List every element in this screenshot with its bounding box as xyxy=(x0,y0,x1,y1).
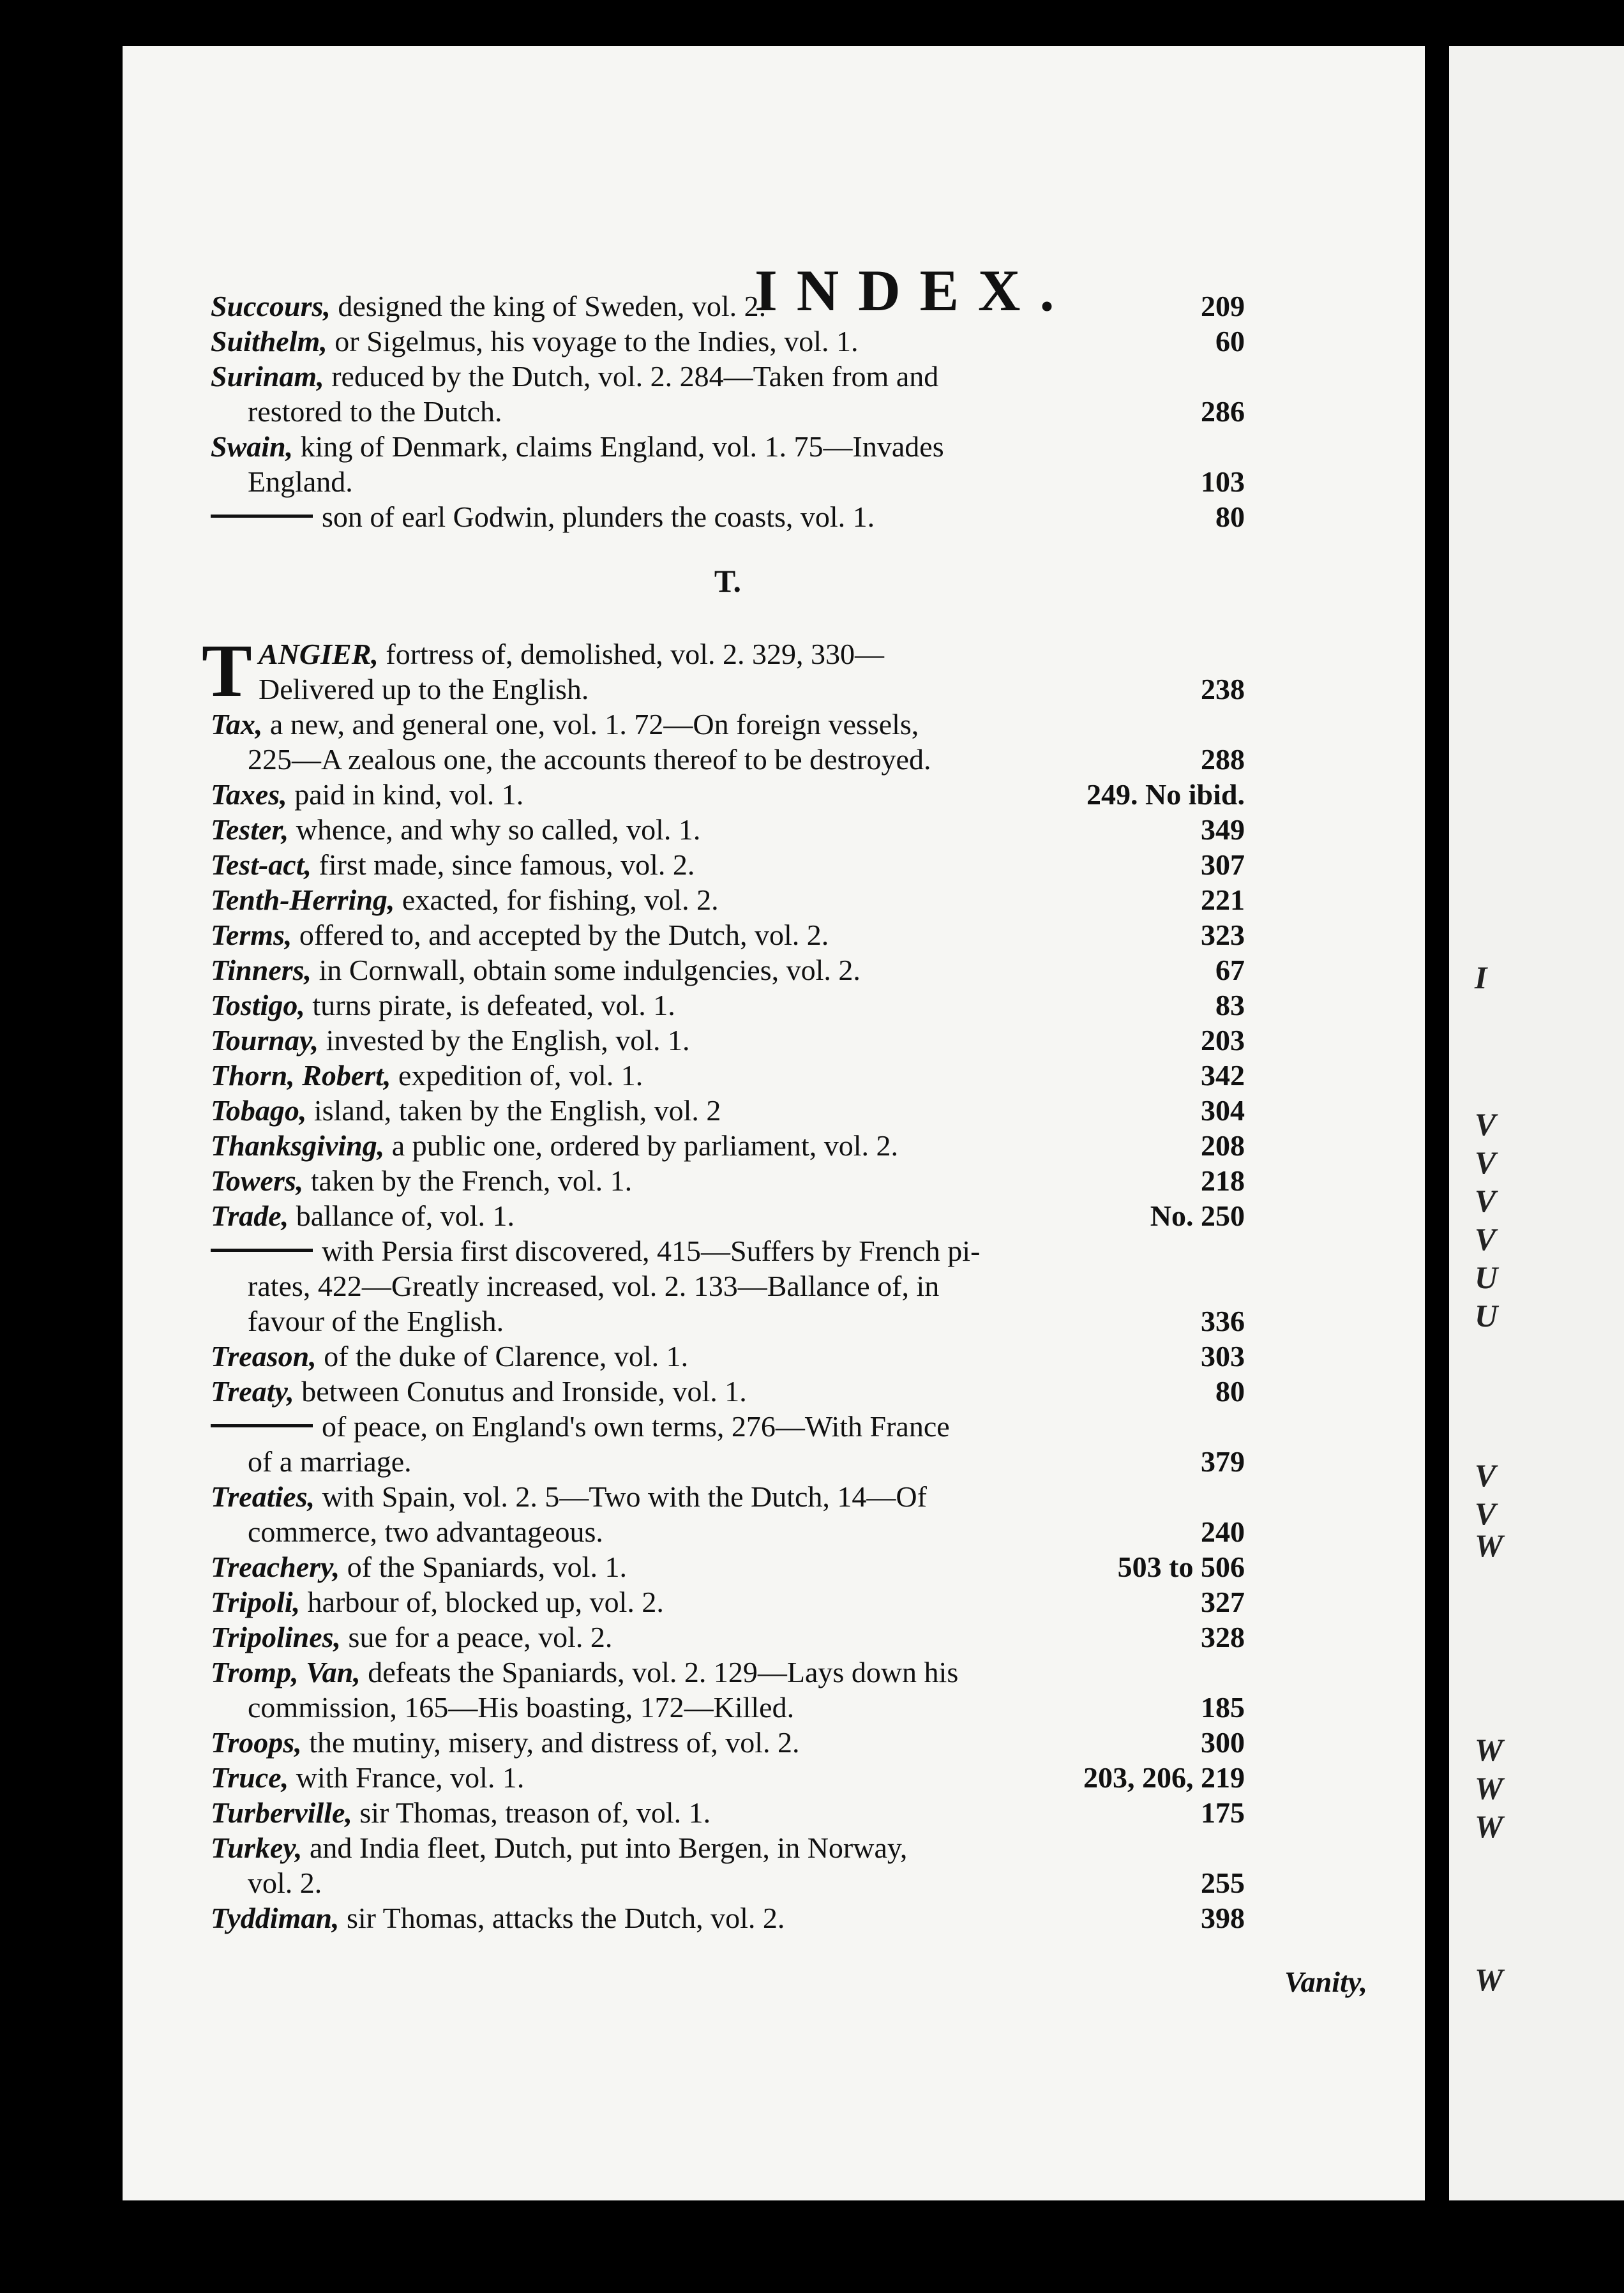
index-entry xyxy=(211,1725,1245,1760)
page-reference: 218 xyxy=(1201,1164,1245,1197)
index-entry xyxy=(211,812,1245,847)
entry-description: sir Thomas, attacks the Dutch, vol. 2. xyxy=(346,1902,785,1934)
entry-description: sir Thomas, treason of, vol. 1. xyxy=(359,1796,711,1829)
page-reference: 327 xyxy=(1201,1586,1245,1618)
page-reference: 80 xyxy=(1215,1375,1245,1408)
entry-description: reduced by the Dutch, vol. 2. 284—Taken from and xyxy=(331,360,939,393)
entry-description: designed the king of Sweden, vol. 2. xyxy=(338,290,767,322)
page-reference: 307 xyxy=(1201,848,1245,881)
entry-description: vol. 2. xyxy=(248,1867,322,1899)
entry-line xyxy=(211,952,1245,988)
entry-line xyxy=(211,1830,1245,1865)
page-reference: 80 xyxy=(1215,500,1245,533)
index-entry xyxy=(211,1584,1245,1620)
entry-line xyxy=(211,1339,1245,1374)
entry-description: restored to the Dutch. xyxy=(248,395,502,428)
right-page-fragment: V xyxy=(1475,1145,1496,1180)
page-reference: 238 xyxy=(1201,673,1245,705)
page-reference: 185 xyxy=(1201,1691,1245,1724)
page-reference: 203 xyxy=(1201,1024,1245,1056)
entry-text xyxy=(248,1690,794,1725)
right-page-fragment: V xyxy=(1475,1221,1496,1257)
index-entry xyxy=(211,1479,1245,1549)
entry-text xyxy=(211,988,675,1023)
entry-line xyxy=(211,1233,1245,1268)
right-page-fragment: V xyxy=(1475,1183,1496,1219)
entry-line xyxy=(211,1198,1245,1233)
entry-headword: Tax, xyxy=(211,708,263,741)
index-entry xyxy=(211,917,1245,952)
catchword: Vanity, xyxy=(1284,1966,1367,1998)
entry-line xyxy=(211,636,1245,672)
right-page-fragment: W xyxy=(1475,1770,1503,1806)
right-page-fragment: W xyxy=(1475,1962,1503,1997)
entry-text xyxy=(211,1620,612,1655)
index-entry xyxy=(211,1620,1245,1655)
entry-text xyxy=(211,1374,747,1409)
entry-line xyxy=(211,1128,1245,1163)
page-reference: 342 xyxy=(1201,1059,1245,1092)
entry-headword: Turberville, xyxy=(211,1796,352,1829)
entry-text xyxy=(248,1865,322,1900)
page-reference: 300 xyxy=(1201,1726,1245,1759)
page-reference: 303 xyxy=(1201,1340,1245,1372)
ditto-dash xyxy=(211,1424,313,1427)
entry-description: or Sigelmus, his voyage to the Indies, vol. 1. xyxy=(335,325,859,357)
entry-headword: Treaties, xyxy=(211,1480,315,1513)
entry-line xyxy=(211,1444,1245,1479)
entry-description: king of Denmark, claims England, vol. 1. 75—Invades xyxy=(300,430,944,463)
entry-line xyxy=(211,394,1245,429)
entry-text xyxy=(211,917,829,952)
entry-text xyxy=(211,1655,958,1690)
right-page-fragment: V xyxy=(1475,1496,1496,1531)
entry-text xyxy=(211,1760,524,1795)
page-reference: 328 xyxy=(1201,1621,1245,1653)
entry-text xyxy=(211,1163,632,1198)
entry-text xyxy=(211,707,919,742)
entry-line xyxy=(211,1655,1245,1690)
entry-description: favour of the English. xyxy=(248,1305,504,1337)
entry-line xyxy=(211,777,1245,812)
entry-line xyxy=(211,1058,1245,1093)
page-reference: 255 xyxy=(1201,1867,1245,1899)
entry-text xyxy=(248,1268,939,1304)
entry-headword: Tyddiman, xyxy=(211,1902,340,1934)
index-entry xyxy=(211,777,1245,812)
entry-line xyxy=(211,1725,1245,1760)
entry-text xyxy=(211,1479,927,1514)
entry-description: in Cornwall, obtain some indulgencies, vol. 2. xyxy=(319,954,861,986)
entry-text xyxy=(248,1514,603,1549)
index-entries xyxy=(202,289,1245,1936)
page-reference: 83 xyxy=(1215,989,1245,1021)
entry-text xyxy=(211,812,700,847)
entry-line xyxy=(211,1268,1245,1304)
index-entry xyxy=(211,1093,1245,1128)
index-entry xyxy=(211,1655,1245,1725)
entry-text xyxy=(211,1128,898,1163)
right-page-fragment: W xyxy=(1475,1732,1503,1768)
index-entry xyxy=(211,1374,1245,1409)
right-page-fragment: U xyxy=(1475,1259,1498,1295)
index-entry xyxy=(211,847,1245,882)
index-entry xyxy=(211,1830,1245,1900)
entry-description: England. xyxy=(248,465,353,498)
entry-headword: Succours, xyxy=(211,290,331,322)
entry-line xyxy=(211,1163,1245,1198)
entry-text xyxy=(259,672,589,707)
index-entry xyxy=(211,1058,1245,1093)
page-reference: 240 xyxy=(1201,1515,1245,1548)
entry-line xyxy=(211,1093,1245,1128)
drop-cap: T xyxy=(202,629,252,712)
entry-line xyxy=(211,1479,1245,1514)
entry-line xyxy=(211,1865,1245,1900)
page-header: INDEX. xyxy=(755,258,1074,323)
entry-description: fortress of, demolished, vol. 2. 329, 330— xyxy=(386,638,885,670)
entry-text xyxy=(211,882,719,917)
entry-description: with France, vol. 1. xyxy=(296,1761,525,1794)
page-reference: 323 xyxy=(1201,919,1245,951)
entry-line xyxy=(211,1900,1245,1936)
entry-headword: Towers, xyxy=(211,1164,304,1197)
entry-headword: Treason, xyxy=(211,1340,317,1372)
page-reference: 336 xyxy=(1201,1305,1245,1337)
entry-description: island, taken by the English, vol. 2 xyxy=(313,1094,721,1127)
entry-description: expedition of, vol. 1. xyxy=(398,1059,643,1092)
entry-description: turns pirate, is defeated, vol. 1. xyxy=(312,989,675,1021)
entry-text xyxy=(211,1830,907,1865)
entry-headword: Troops, xyxy=(211,1726,302,1759)
entry-text xyxy=(211,952,861,988)
entry-line xyxy=(211,464,1245,499)
entry-text xyxy=(211,777,523,812)
entry-text xyxy=(248,464,353,499)
entry-text xyxy=(211,359,938,394)
entry-line xyxy=(211,499,1245,534)
index-entry xyxy=(211,1549,1245,1584)
entry-description: of the Spaniards, vol. 1. xyxy=(347,1551,627,1583)
page-reference: 398 xyxy=(1201,1902,1245,1934)
page-reference: 288 xyxy=(1201,743,1245,776)
entry-headword: Tripolines, xyxy=(211,1621,342,1653)
entry-headword: Trade, xyxy=(211,1199,289,1232)
entry-description: son of earl Godwin, plunders the coasts, vol. 1. xyxy=(322,500,875,533)
entry-headword: Tromp, Van, xyxy=(211,1656,361,1688)
entry-description: of a marriage. xyxy=(248,1445,412,1478)
entry-headword: Tostigo, xyxy=(211,989,305,1021)
index-entry xyxy=(211,1128,1245,1163)
entry-text xyxy=(211,847,695,882)
entry-description: sue for a peace, vol. 2. xyxy=(348,1621,613,1653)
index-entry xyxy=(211,1163,1245,1198)
entry-line xyxy=(211,1760,1245,1795)
entry-line xyxy=(211,812,1245,847)
page-reference: 304 xyxy=(1201,1094,1245,1127)
entry-headword: Taxes, xyxy=(211,778,287,811)
right-page-edge xyxy=(1449,46,1624,2200)
right-page-fragment: V xyxy=(1475,1106,1496,1142)
entry-headword: Tobago, xyxy=(211,1094,307,1127)
index-entry xyxy=(211,1900,1245,1936)
index-entry xyxy=(211,1339,1245,1374)
entry-description: with Persia first discovered, 415—Suffers by French pi- xyxy=(322,1235,981,1267)
entry-text xyxy=(211,499,875,534)
index-entry xyxy=(211,1760,1245,1795)
entry-line xyxy=(211,882,1245,917)
entry-text xyxy=(248,394,502,429)
entry-description: of peace, on England's own terms, 276—With France xyxy=(322,1410,950,1443)
entry-line xyxy=(211,672,1245,707)
index-entry xyxy=(211,636,1245,707)
index-entry xyxy=(211,1409,1245,1479)
entry-headword: Turkey, xyxy=(211,1831,303,1864)
entry-line xyxy=(211,1374,1245,1409)
entry-text xyxy=(211,1233,980,1268)
index-entry xyxy=(211,988,1245,1023)
entry-text xyxy=(211,1900,785,1936)
entry-text xyxy=(211,324,859,359)
entry-line xyxy=(211,1023,1245,1058)
entry-description: between Conutus and Ironside, vol. 1. xyxy=(301,1375,747,1408)
entry-description: and India fleet, Dutch, put into Bergen, in Norway, xyxy=(310,1831,908,1864)
entry-line xyxy=(211,917,1245,952)
page-reference: 175 xyxy=(1201,1796,1245,1829)
entry-headword: Treachery, xyxy=(211,1551,340,1583)
entry-description: taken by the French, vol. 1. xyxy=(310,1164,633,1197)
index-entry xyxy=(211,1198,1245,1233)
entry-text xyxy=(211,1549,627,1584)
entry-text xyxy=(211,1409,950,1444)
pre-section-entries xyxy=(211,289,1245,534)
entry-description: a new, and general one, vol. 1. 72—On foreign vessels, xyxy=(269,708,919,741)
entry-line xyxy=(211,1584,1245,1620)
ditto-dash xyxy=(211,515,313,518)
entry-headword: Tenth-Herring, xyxy=(211,883,395,916)
entry-description: paid in kind, vol. 1. xyxy=(294,778,524,811)
page-reference: 103 xyxy=(1201,465,1245,498)
index-entry xyxy=(211,324,1245,359)
entry-line xyxy=(211,324,1245,359)
entry-text xyxy=(248,1304,504,1339)
page-reference: 60 xyxy=(1215,325,1245,357)
entry-line xyxy=(211,1620,1245,1655)
entry-description: rates, 422—Greatly increased, vol. 2. 133—Ballance of, in xyxy=(248,1270,940,1302)
entry-description: invested by the English, vol. 1. xyxy=(326,1024,690,1056)
entry-text xyxy=(211,1795,710,1830)
page-reference: 349 xyxy=(1201,813,1245,846)
entry-description: with Spain, vol. 2. 5—Two with the Dutch, 14—Of xyxy=(322,1480,927,1513)
entry-headword: Tester, xyxy=(211,813,289,846)
entry-line xyxy=(211,359,1245,394)
section-letter: T. xyxy=(714,563,742,599)
page-reference: 67 xyxy=(1215,954,1245,986)
entry-line xyxy=(211,1409,1245,1444)
entry-line xyxy=(211,289,1245,324)
page-reference: 209 xyxy=(1201,290,1245,322)
entry-headword: Tinners, xyxy=(211,954,312,986)
entry-description: exacted, for fishing, vol. 2. xyxy=(402,883,719,916)
ditto-dash xyxy=(211,1249,313,1252)
entry-line xyxy=(211,988,1245,1023)
page-reference: 208 xyxy=(1201,1129,1245,1162)
index-entry xyxy=(211,952,1245,988)
entry-line xyxy=(211,1795,1245,1830)
entry-description: offered to, and accepted by the Dutch, vol. 2. xyxy=(299,919,829,951)
entry-headword: Thanksgiving, xyxy=(211,1129,385,1162)
entry-headword: ANGIER, xyxy=(259,638,379,670)
entry-text xyxy=(211,1058,643,1093)
right-page-fragment: I xyxy=(1475,959,1487,995)
entry-text xyxy=(248,742,931,777)
section-entries xyxy=(202,629,1245,1936)
entry-description: commerce, two advantageous. xyxy=(248,1515,603,1548)
entry-text xyxy=(259,636,884,672)
index-entry xyxy=(211,882,1245,917)
page-reference: 379 xyxy=(1201,1445,1245,1478)
page-reference: 221 xyxy=(1201,883,1245,916)
entry-description: a public one, ordered by parliament, vol. 2. xyxy=(391,1129,898,1162)
page-reference: 503 to 506 xyxy=(1117,1551,1245,1583)
entry-description: of the duke of Clarence, vol. 1. xyxy=(324,1340,689,1372)
entry-text xyxy=(211,1725,799,1760)
entry-line xyxy=(211,847,1245,882)
entry-description: harbour of, blocked up, vol. 2. xyxy=(307,1586,664,1618)
entry-line xyxy=(211,707,1245,742)
index-entry xyxy=(211,429,1245,499)
entry-text xyxy=(211,1339,688,1374)
page-reference: No. 250 xyxy=(1150,1199,1245,1232)
entry-description: Delivered up to the English. xyxy=(259,673,589,705)
entry-headword: Surinam, xyxy=(211,360,324,393)
index-entry xyxy=(211,289,1245,324)
entry-headword: Terms, xyxy=(211,919,292,951)
entry-text xyxy=(211,1584,664,1620)
page-reference: 203, 206, 219 xyxy=(1083,1761,1245,1794)
index-entry xyxy=(211,1023,1245,1058)
entry-line xyxy=(211,1549,1245,1584)
entry-line xyxy=(211,1514,1245,1549)
entry-line xyxy=(211,429,1245,464)
entry-headword: Suithelm, xyxy=(211,325,327,357)
entry-line xyxy=(211,1304,1245,1339)
entry-description: whence, and why so called, vol. 1. xyxy=(296,813,701,846)
entry-description: the mutiny, misery, and distress of, vol. 2. xyxy=(309,1726,800,1759)
entry-headword: Test-act, xyxy=(211,848,312,881)
index-entry xyxy=(211,1233,1245,1339)
index-entry xyxy=(211,359,1245,429)
entry-text xyxy=(248,1444,412,1479)
entry-description: defeats the Spaniards, vol. 2. 129—Lays down his xyxy=(368,1656,959,1688)
page-reference: 249. No ibid. xyxy=(1086,778,1245,811)
page-reference: 286 xyxy=(1201,395,1245,428)
right-page-fragment: W xyxy=(1475,1528,1503,1563)
right-page-fragment: V xyxy=(1475,1457,1496,1493)
entry-text xyxy=(211,1093,721,1128)
entry-description: commission, 165—His boasting, 172—Killed. xyxy=(248,1691,795,1724)
entry-text xyxy=(211,1198,515,1233)
index-entry xyxy=(211,499,1245,534)
entry-description: first made, since famous, vol. 2. xyxy=(319,848,695,881)
index-entry xyxy=(211,707,1245,777)
entry-text xyxy=(211,1023,690,1058)
right-page-fragment: U xyxy=(1475,1298,1498,1334)
entry-headword: Treaty, xyxy=(211,1375,294,1408)
entry-headword: Thorn, Robert, xyxy=(211,1059,391,1092)
entry-headword: Tournay, xyxy=(211,1024,319,1056)
entry-headword: Truce, xyxy=(211,1761,289,1794)
entry-text xyxy=(211,429,944,464)
entry-description: ballance of, vol. 1. xyxy=(296,1199,515,1232)
entry-text xyxy=(211,289,766,324)
entry-headword: Tripoli, xyxy=(211,1586,301,1618)
entry-description: 225—A zealous one, the accounts thereof to be destroyed. xyxy=(248,743,931,776)
entry-line xyxy=(211,742,1245,777)
right-page-fragment: W xyxy=(1475,1808,1503,1844)
entry-headword: Swain, xyxy=(211,430,294,463)
index-entry xyxy=(211,1795,1245,1830)
entry-line xyxy=(211,1690,1245,1725)
